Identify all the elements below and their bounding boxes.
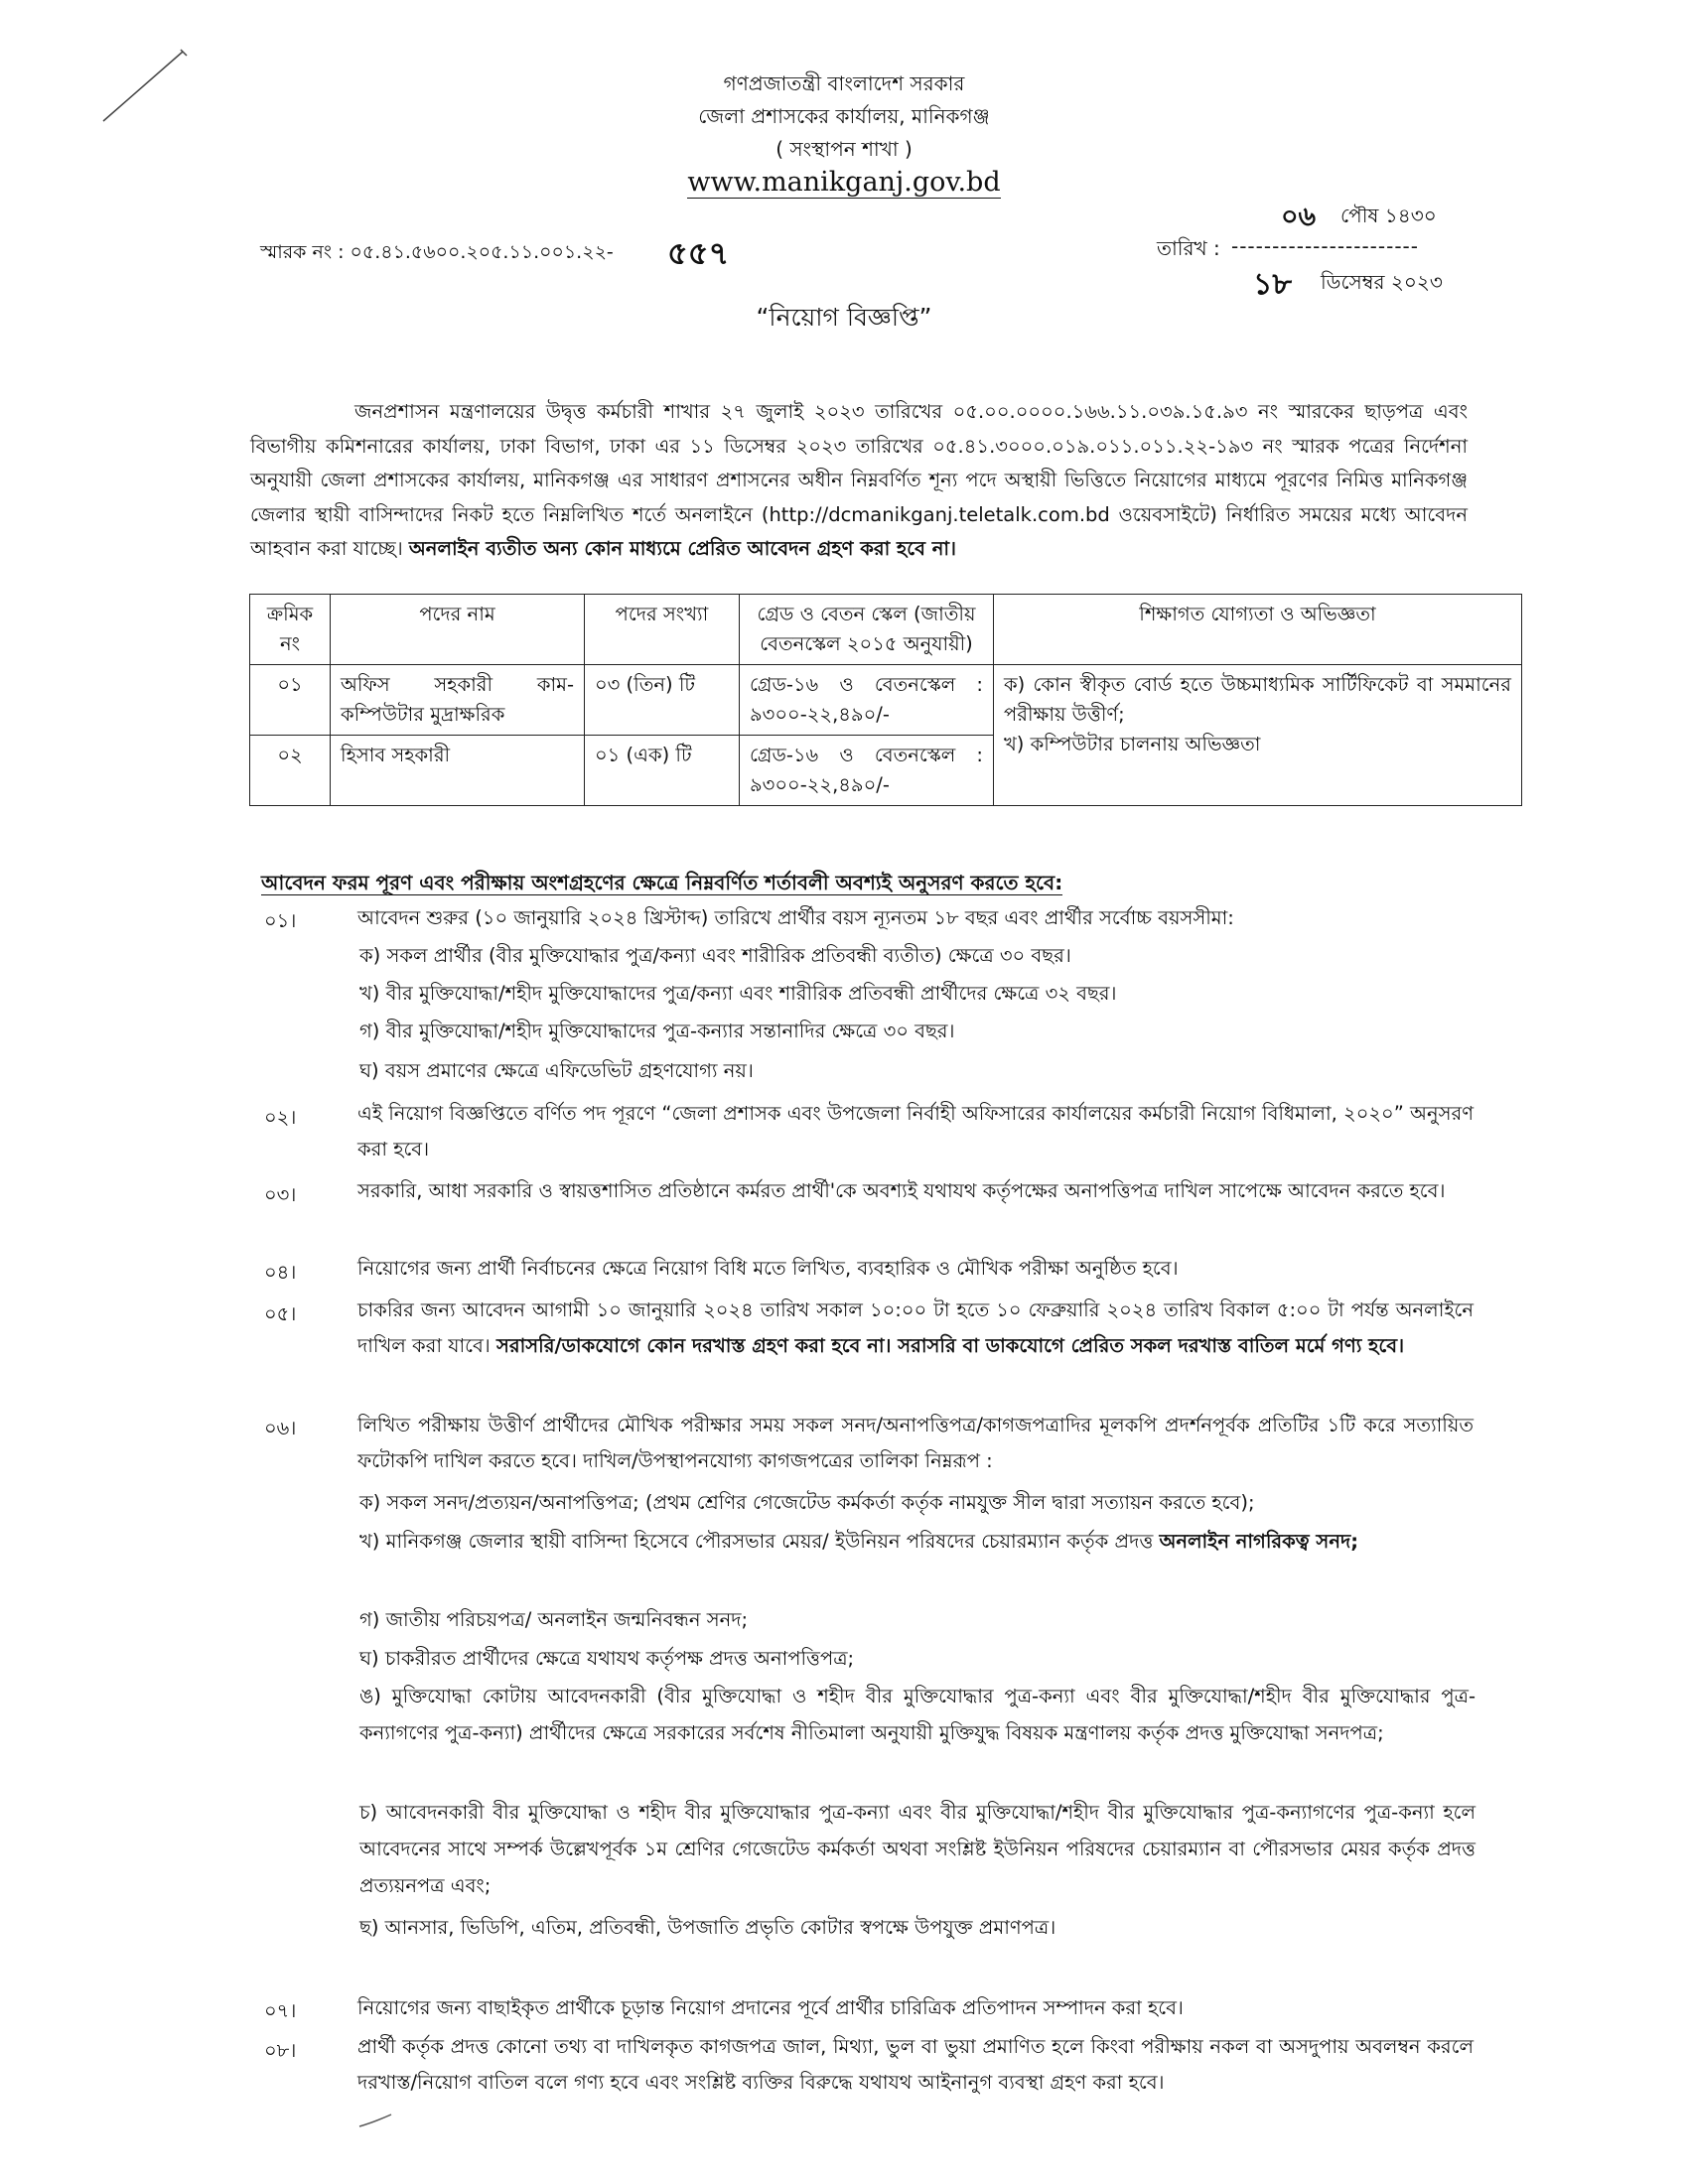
bangla-date-text: পৌষ ১৪৩০ [1340, 204, 1437, 227]
condition-number: ০২। [264, 1106, 297, 1129]
condition-6-d: ঘ) চাকরীরত প্রার্থীদের ক্ষেত্রে যথাযথ কর্তৃপক্ষ প্রদত্ত অনাপত্তিপত্র; [359, 1647, 855, 1670]
table-row [250, 665, 1522, 736]
condition-1-c: গ) বীর মুক্তিযোদ্ধা/শহীদ মুক্তিযোদ্ধাদের পুত্র-কন্যার সন্তানাদির ক্ষেত্রে ৩০ বছর। [359, 1020, 955, 1042]
row-grade: গ্রেড-১৬ ও বেতনস্কেল : ৯৩০০-২২,৪৯০/- [740, 665, 994, 736]
condition-number: ০৭। [264, 1999, 297, 2022]
conditions-heading: আবেদন ফরম পূরণ এবং পরীক্ষায় অংশগ্রহণের ক্ষেত্রে নিম্নবর্ণিত শর্তাবলী অবশ্যই অনুসরণ করতে হবে: [261, 871, 1063, 894]
english-date-handwritten: ১৮ [1253, 267, 1292, 302]
govt-name: গণপ্রজাতন্ত্রী বাংলাদেশ সরকার [723, 71, 965, 95]
condition-1-a: ক) সকল প্রার্থীর (বীর মুক্তিযোদ্ধার পুত্র/কন্যা এবং শারীরিক প্রতিবন্ধী ব্যতীত) ক্ষেত্রে ৩০ বছর। [359, 944, 1071, 967]
intro-text: জনপ্রশাসন মন্ত্রণালয়ের উদ্বৃত্ত কর্মচারী শাখার ২৭ জুলাই ২০২৩ তারিখের ০৫.০০.০০০০.১৬৬.১১.০৩৯.১৫.৯৩ নং স্মারকের ছাড়পত্র এবং বিভাগীয় কমিশনারের কার্যালয়, ঢাকা বিভাগ, ঢাকা এর ১১ ডিসেম্বর ২০২৩ তারিখের ০৫.৪১.৩০০০.০১৯.০১১.০১১.২২-১৯৩ নং স্মারক পত্রের নির্দেশনা অনুযায়ী জেলা প্রশাসকের কার্যালয়, মানিকগঞ্জ এর সাধারণ প্রশাসনের অধীন নিম্নবর্ণিত শূন্য পদে অস্থায়ী ভিত্তিতে নিয়োগের মাধ্যমে পূরণের নিমিত্ত মানিকগঞ্জ জেলার স্থায়ী বাসিন্দাদের নিকট হতে নিম্নলিখিত শর্তে অনলাইনে (http://dcmanikganj.teletalk.com.bd ওয়েবসাইটে) নির্ধারিত সময়ের মধ্যে আবেদন আহবান করা যাচ্ছে। [250, 400, 1468, 561]
posts-table [249, 594, 1522, 806]
condition-3-text: সরকারি, আধা সরকারি ও স্বায়ত্তশাসিত প্রতিষ্ঠানে কর্মরত প্রার্থী'কে অবশ্যই যথাযথ কর্তৃপক্ষের অনাপত্তিপত্র দাখিল সাপেক্ষে আবেদন করতে হবে। [357, 1179, 1446, 1202]
condition-6-g: ছ) আনসার, ভিডিপি, এতিম, প্রতিবন্ধী, উপজাতি প্রভৃতি কোটার স্বপক্ষে উপযুক্ত প্রমাণপত্র। [359, 1916, 1056, 1939]
bangla-date-handwritten: ০৬ [1281, 202, 1317, 232]
section-name: ( সংস্থাপন শাখা ) [775, 137, 913, 161]
col-header-grade: গ্রেড ও বেতন স্কেল (জাতীয় বেতনস্কেল ২০১৫ অনুযায়ী) [740, 595, 994, 665]
condition-6-f: চ) আবেদনকারী বীর মুক্তিযোদ্ধা ও শহীদ বীর মুক্তিযোদ্ধার পুত্র-কন্যা এবং বীর মুক্তিযোদ্ধা/শহীদ বীর মুক্তিযোদ্ধার পুত্র-কন্যাগণের পুত্র-কন্যা হলে আবেদনের সাথে সম্পর্ক উল্লেখপূর্বক ১ম শ্রেণির গেজেটেড কর্মকর্তা অথবা সংশ্লিষ্ট ইউনিয়ন পরিষদের চেয়ারম্যান বা পৌরসভার মেয়র কর্তৃক প্রদত্ত প্রত্যয়নপত্র এবং; [359, 1801, 1476, 1897]
notice-title: “নিয়োগ বিজ্ঞপ্তি” [756, 303, 932, 332]
condition-number: ০৩। [264, 1183, 297, 1206]
condition-6-c: গ) জাতীয় পরিচয়পত্র/ অনলাইন জন্মনিবন্ধন সনদ; [359, 1608, 749, 1631]
row-post: হিসাব সহকারী [331, 736, 585, 806]
row-count: ০১ (এক) টি [585, 736, 740, 806]
table-header-row [250, 595, 1522, 665]
row-grade: গ্রেড-১৬ ও বেতনস্কেল : ৯৩০০-২২,৪৯০/- [740, 736, 994, 806]
condition-6-text: লিখিত পরীক্ষায় উত্তীর্ণ প্রার্থীদের মৌখিক পরীক্ষার সময় সকল সনদ/অনাপত্তিপত্র/কাগজপত্রাদির মূলকপি প্রদর্শনপূর্বক প্রতিটির ১টি করে সত্যায়িত ফটোকপি দাখিল করতে হবে। দাখিল/উপস্থাপনযোগ্য কাগজপত্রের তালিকা নিম্নরূপ : [357, 1414, 1474, 1472]
condition-number: ০৪। [264, 1261, 297, 1284]
qualification-cell [994, 665, 1522, 806]
col-header-serial: ক্রমিক নং [250, 595, 331, 665]
condition-number: ০৫। [264, 1302, 297, 1325]
condition-number: ০১। [264, 909, 297, 932]
date-label: তারিখ : [1157, 236, 1220, 260]
condition-5-bold: সরাসরি/ডাকযোগে কোন দরখাস্ত গ্রহণ করা হবে না। সরাসরি বা ডাকযোগে প্রেরিত সকল দরখাস্ত বাতিল মর্মে গণ্য হবে। [496, 1334, 1405, 1357]
col-header-qualification: শিক্ষাগত যোগ্যতা ও অভিজ্ঞতা [994, 595, 1522, 665]
intro-paragraph [250, 395, 1468, 567]
condition-6-e: ঙ) মুক্তিযোদ্ধা কোটায় আবেদনকারী (বীর মুক্তিযোদ্ধা ও শহীদ বীর মুক্তিযোদ্ধার পুত্র-কন্যা এবং বীর মুক্তিযোদ্ধা/শহীদ বীর মুক্তিযোদ্ধার পুত্র-কন্যাগণের পুত্র-কন্যা) প্রার্থীদের ক্ষেত্রে সরকারের সর্বশেষ নীতিমালা অনুযায়ী মুক্তিযুদ্ধ বিষয়ক মন্ত্রণালয় কর্তৃক প্রদত্ত মুক্তিযোদ্ধা সনদপত্র; [359, 1685, 1476, 1744]
condition-7-text: নিয়োগের জন্য বাছাইকৃত প্রার্থীকে চূড়ান্ত নিয়োগ প্রদানের পূর্বে প্রার্থীর চারিত্রিক প্রতিপাদন সম্পাদন করা হবে। [357, 1996, 1184, 2019]
website-link[interactable]: www.manikganj.gov.bd [687, 167, 1001, 198]
condition-5-text [357, 1293, 1474, 1364]
condition-6-b-bold: অনলাইন নাগরিকত্ব সনদ; [1159, 1530, 1358, 1553]
condition-5-plain: চাকরির জন্য আবেদন আগামী ১০ জানুয়ারি ২০২৪ তারিখ সকাল ১০:০০ টা হতে ১০ ফেব্রুয়ারি ২০২৪ তারিখ বিকাল ৫:০০ টা পর্যন্ত অনলাইনে দাখিল করা যাবে। [357, 1298, 1474, 1357]
condition-8-text: প্রার্থী কর্তৃক প্রদত্ত কোনো তথ্য বা দাখিলকৃত কাগজপত্র জাল, মিথ্যা, ভুল বা ভুয়া প্রমাণিত হলে কিংবা পরীক্ষায় নকল বা অসদুপায় অবলম্বন করলে দরখাস্ত/নিয়োগ বাতিল বলে গণ্য হবে এবং সংশ্লিষ্ট ব্যক্তির বিরুদ্ধে যথাযথ আইনানুগ ব্যবস্থা গ্রহণ করা হবে। [357, 2035, 1474, 2094]
condition-number: ০৮। [264, 2039, 297, 2062]
condition-6-a: ক) সকল সনদ/প্রত্যয়ন/অনাপত্তিপত্র; (প্রথম শ্রেণির গেজেটেড কর্মকর্তা কর্তৃক নামযুক্ত সীল দ্বারা সত্যায়ন করতে হবে); [359, 1491, 1255, 1514]
date-line: ----------------------- [1231, 234, 1419, 258]
memo-number: স্মারক নং : ০৫.৪১.৫৬০০.২০৫.১১.০০১.২২- [260, 241, 614, 263]
condition-4-text: নিয়োগের জন্য প্রার্থী নির্বাচনের ক্ষেত্রে নিয়োগ বিধি মতে লিখিত, ব্যবহারিক ও মৌখিক পরীক্ষা অনুষ্ঠিত হবে। [357, 1257, 1179, 1280]
memo-number-handwritten: ৫৫৭ [667, 234, 730, 272]
intro-bold: অনলাইন ব্যতীত অন্য কোন মাধ্যমে প্রেরিত আবেদন গ্রহণ করা হবে না। [408, 537, 957, 561]
condition-number: ০৬। [264, 1417, 297, 1439]
condition-1-d: ঘ) বয়স প্রমাণের ক্ষেত্রে এফিডেভিট গ্রহণযোগ্য নয়। [359, 1059, 754, 1082]
condition-6-b-plain: খ) মানিকগঞ্জ জেলার স্থায়ী বাসিন্দা হিসেবে পৌরসভার মেয়র/ ইউনিয়ন পরিষদের চেয়ারম্যান কর্তৃক প্রদত্ত [359, 1530, 1154, 1553]
english-date-text: ডিসেম্বর ২০২৩ [1321, 270, 1443, 294]
office-name: জেলা প্রশাসকের কার্যালয়, মানিকগঞ্জ [698, 104, 990, 128]
condition-1-text: আবেদন শুরুর (১০ জানুয়ারি ২০২৪ খ্রিস্টাব্দ) তারিখে প্রার্থীর বয়স ন্যূনতম ১৮ বছর এবং প্রার্থীর সর্বোচ্চ বয়সসীমা: [357, 906, 1234, 929]
row-post: অফিস সহকারী কাম-কম্পিউটার মুদ্রাক্ষরিক [331, 665, 585, 736]
condition-6-b [359, 1523, 1476, 1560]
row-count: ০৩ (তিন) টি [585, 665, 740, 736]
qualification-a: ক) কোন স্বীকৃত বোর্ড হতে উচ্চমাধ্যমিক সার্টিফিকেট বা সমমানের পরীক্ষায় উত্তীর্ণ; [1004, 673, 1511, 726]
col-header-count: পদের সংখ্যা [585, 595, 740, 665]
pen-tick-mark [357, 2113, 393, 2128]
col-header-post: পদের নাম [331, 595, 585, 665]
qualification-b: খ) কম্পিউটার চালনায় অভিজ্ঞতা [1004, 733, 1261, 755]
condition-2-text: এই নিয়োগ বিজ্ঞপ্তিতে বর্ণিত পদ পূরণে “জেলা প্রশাসক এবং উপজেলা নির্বাহী অফিসারের কার্যালয়ের কর্মচারী নিয়োগ বিধিমালা, ২০২০” অনুসরণ করা হবে। [357, 1102, 1474, 1160]
condition-1-b: খ) বীর মুক্তিযোদ্ধা/শহীদ মুক্তিযোদ্ধাদের পুত্র/কন্যা এবং শারীরিক প্রতিবন্ধী প্রার্থীদের ক্ষেত্রে ৩২ বছর। [359, 982, 1117, 1005]
row-serial: ০১ [250, 665, 331, 736]
row-serial: ০২ [250, 736, 331, 806]
